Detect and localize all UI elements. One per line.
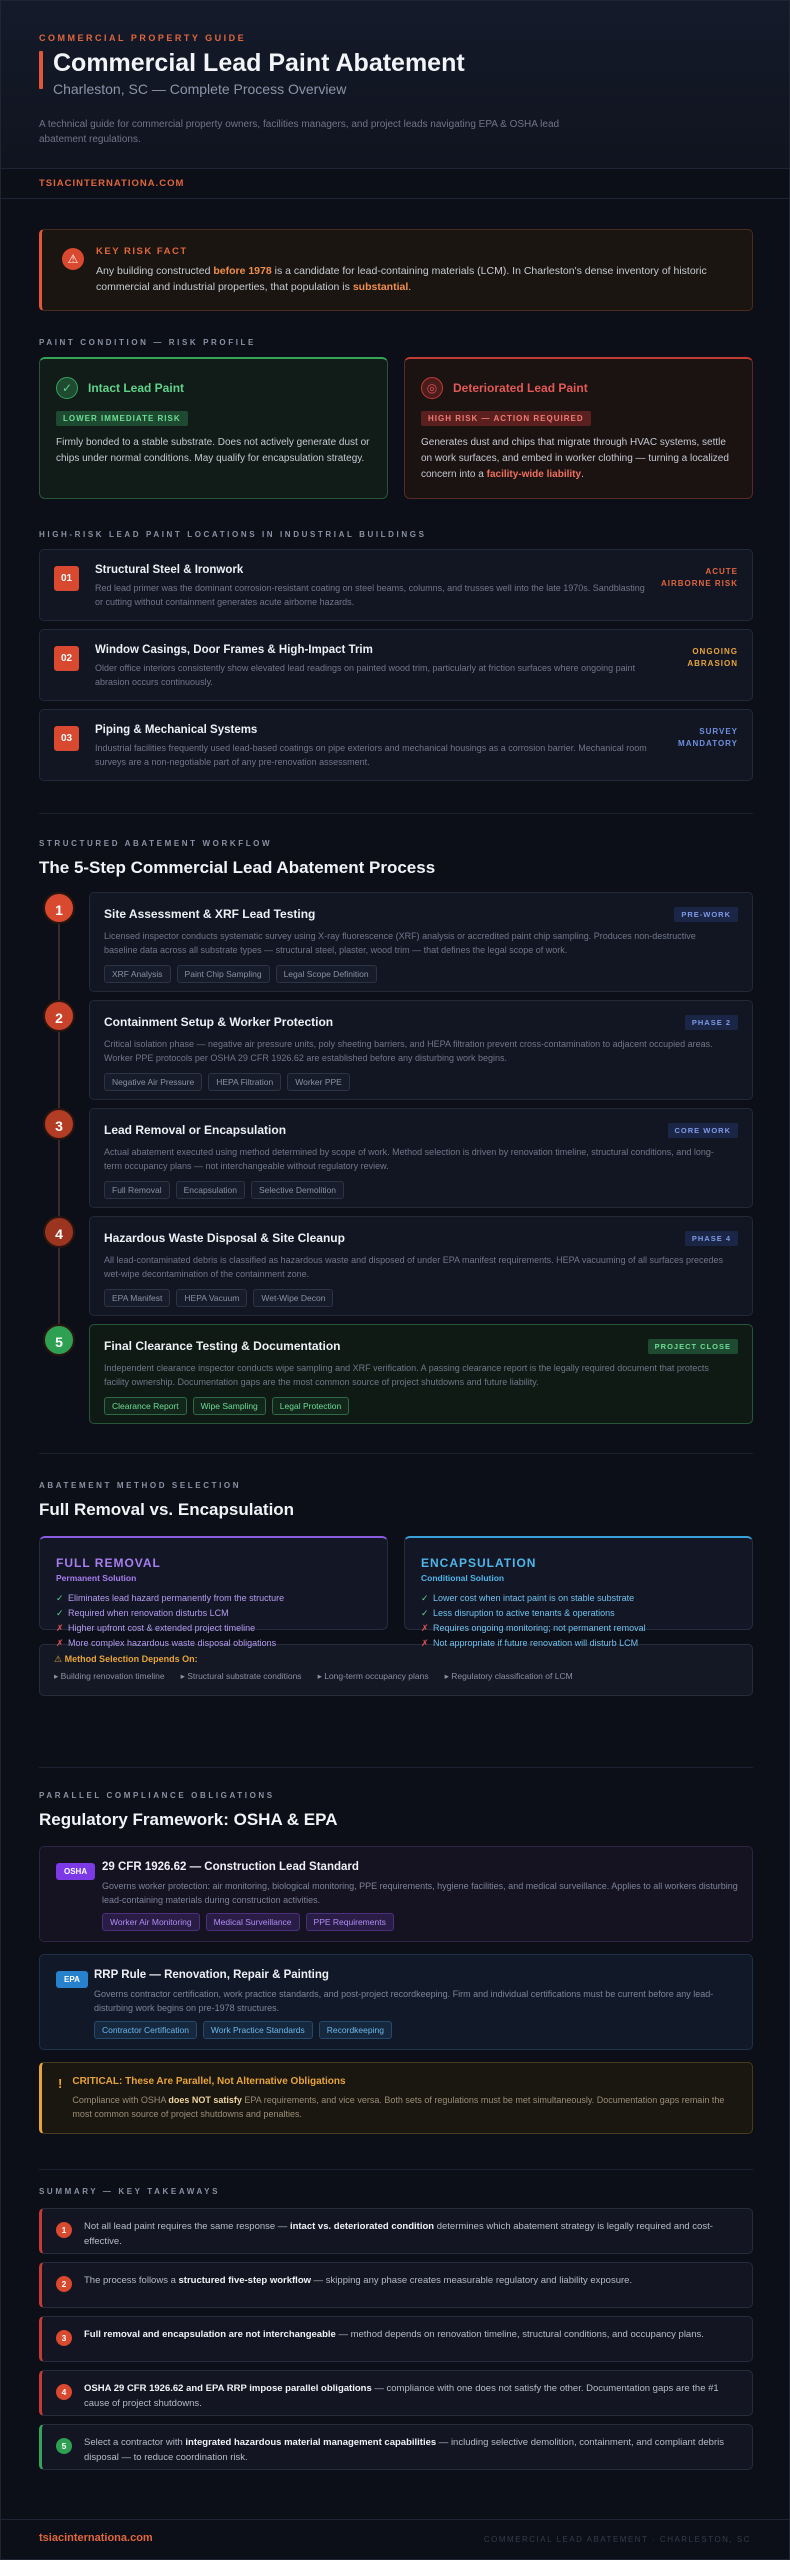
- method-list-item: ✗ Higher upfront cost & extended project timeline: [56, 1621, 371, 1636]
- takeaway-text: Full removal and encapsulation are not interchangeable — method depends on renovation timeline, structural conditions, and occupancy plans.: [84, 2329, 704, 2340]
- method-list-item: ✗ Not appropriate if future renovation will disturb LCM: [421, 1636, 736, 1651]
- workflow-step: [39, 892, 753, 992]
- step-chip: Paint Chip Sampling: [177, 965, 270, 983]
- epa-chip: Work Practice Standards: [203, 2021, 313, 2039]
- step-number: 1: [43, 892, 75, 924]
- step-card: [89, 892, 753, 992]
- step-chip: Selective Demolition: [251, 1181, 344, 1199]
- step-text: All lead-contaminated debris is classified as hazardous waste and disposed of under EPA manifest requirements. HEPA vacuuming of all surfaces precedes wet-wipe decontamination of the containment zone.: [104, 1255, 723, 1279]
- location-number: 02: [54, 646, 79, 671]
- step-text: Critical isolation phase — negative air pressure units, poly sheeting barriers, and HEPA filtration prevent cross-contamination to adjacent occupied areas. Worker PPE protocols per OSHA 29 CFR 1926.62 are established before any disturbing work begins.: [104, 1039, 713, 1063]
- step-chip: Legal Protection: [272, 1397, 349, 1415]
- step-text: Licensed inspector conducts systematic survey using X-ray fluorescence (XRF) analysis or accredited paint chip sampling. Produces non-destructive baseline data across all substrate types — structural steel, plaster, wood trim — that defines the legal scope of work.: [104, 931, 696, 955]
- methods-title: Full Removal vs. Encapsulation: [39, 1500, 295, 1519]
- osha-chip: PPE Requirements: [306, 1913, 394, 1931]
- check-icon: ✓: [421, 1608, 429, 1618]
- osha-chip: Medical Surveillance: [206, 1913, 300, 1931]
- critical-title: CRITICAL: These Are Parallel, Not Alternative Obligations: [72, 2076, 346, 2087]
- paint-condition-section: [39, 338, 753, 499]
- location-number: 03: [54, 726, 79, 751]
- location-text: Older office interiors consistently show elevated lead readings on painted wood trim, particularly at friction surfaces where ongoing paint abrasion occurs continuously.: [95, 663, 636, 687]
- takeaway-number: 4: [56, 2384, 72, 2400]
- location-tag: SURVEY MANDATORY: [678, 727, 738, 748]
- cross-icon: ✗: [56, 1623, 64, 1633]
- osha-title: 29 CFR 1926.62 — Construction Lead Standard: [102, 1861, 359, 1873]
- method-depends-box: [39, 1644, 753, 1696]
- epa-chip: Contractor Certification: [94, 2021, 197, 2039]
- step-chip: XRF Analysis: [104, 965, 171, 983]
- depends-title: ⚠ Method Selection Depends On:: [54, 1654, 198, 1664]
- section-label: PARALLEL COMPLIANCE OBLIGATIONS: [39, 1791, 275, 1800]
- section-label: SUMMARY — KEY TAKEAWAYS: [39, 2187, 221, 2196]
- alert-text: Any building constructed before 1978 is a candidate for lead-containing materials (LCM). In Charleston's dense inventory of historic commercial and industrial properties, that population is substantial.: [96, 265, 707, 293]
- step-card: [89, 1000, 753, 1100]
- step-title: Hazardous Waste Disposal & Site Cleanup: [104, 1231, 345, 1245]
- summary-section: [39, 2187, 753, 2478]
- methods-section: [39, 1481, 753, 1696]
- step-title: Site Assessment & XRF Lead Testing: [104, 907, 316, 921]
- deteriorated-title: Deteriorated Lead Paint: [453, 381, 588, 395]
- section-label: HIGH-RISK LEAD PAINT LOCATIONS IN INDUSTRIAL BUILDINGS: [39, 530, 427, 539]
- phase-badge: PHASE 4: [685, 1231, 738, 1246]
- phase-badge: PRE-WORK: [674, 907, 738, 922]
- phase-badge: PHASE 2: [685, 1015, 738, 1030]
- takeaway-item: [39, 2262, 753, 2308]
- divider: [39, 1453, 753, 1454]
- workflow-section: [39, 839, 753, 1432]
- step-title: Lead Removal or Encapsulation: [104, 1123, 287, 1137]
- epa-badge: EPA: [56, 1971, 88, 1988]
- full-removal-sub: Permanent Solution: [56, 1573, 137, 1583]
- step-chip: HEPA Vacuum: [176, 1289, 247, 1307]
- epa-card: [39, 1954, 753, 2050]
- takeaway-number: 1: [56, 2222, 72, 2238]
- workflow-step: [39, 1000, 753, 1100]
- locations-section: [39, 530, 753, 789]
- location-title: Piping & Mechanical Systems: [95, 724, 258, 736]
- location-tag: ACUTE AIRBORNE RISK: [660, 567, 738, 588]
- deteriorated-card: [404, 357, 753, 499]
- critical-text: Compliance with OSHA does NOT satisfy EPA requirements, and vice versa. Both sets of regulations must be met simultaneously. Documentation gaps remain the most common source of project shutdowns and penalties.: [72, 2095, 725, 2119]
- depends-item: ▸ Building renovation timeline: [54, 1671, 165, 1681]
- step-chip: Wipe Sampling: [193, 1397, 266, 1415]
- warning-icon: ⚠: [62, 248, 84, 270]
- section-label: PAINT CONDITION — RISK PROFILE: [39, 338, 256, 347]
- phase-badge: PROJECT CLOSE: [648, 1339, 738, 1354]
- workflow-step: [39, 1216, 753, 1316]
- page-title: Commercial Lead Paint Abatement: [53, 49, 465, 77]
- epa-title: RRP Rule — Renovation, Repair & Painting: [94, 1969, 329, 1981]
- epa-chip: Recordkeeping: [319, 2021, 392, 2039]
- step-card: [89, 1108, 753, 1208]
- site-link[interactable]: TSIACINTERNATIONA.COM: [1, 169, 789, 199]
- step-card: [89, 1216, 753, 1316]
- risk-badge: HIGH RISK — ACTION REQUIRED: [421, 411, 591, 426]
- divider: [39, 1767, 753, 1768]
- depends-item: ▸ Regulatory classification of LCM: [444, 1671, 573, 1681]
- workflow-step: [39, 1108, 753, 1208]
- step-number: 3: [43, 1108, 75, 1140]
- osha-badge: OSHA: [56, 1863, 95, 1880]
- workflow-title: The 5-Step Commercial Lead Abatement Process: [39, 858, 436, 877]
- critical-callout: [39, 2062, 753, 2134]
- location-tag: ONGOING ABRASION: [687, 647, 738, 668]
- step-chip: Full Removal: [104, 1181, 170, 1199]
- cross-icon: ✗: [56, 1638, 64, 1648]
- step-chip: Worker PPE: [287, 1073, 350, 1091]
- method-list-item: ✓ Less disruption to active tenants & operations: [421, 1606, 736, 1621]
- step-card: [89, 1324, 753, 1424]
- intact-card: [39, 357, 388, 499]
- check-icon: ✓: [421, 1593, 429, 1603]
- divider: [39, 2169, 753, 2170]
- encapsulation-title: ENCAPSULATION: [421, 1556, 537, 1570]
- regulatory-title: Regulatory Framework: OSHA & EPA: [39, 1810, 338, 1829]
- takeaway-number: 3: [56, 2330, 72, 2346]
- takeaway-item: [39, 2370, 753, 2416]
- location-item: [39, 629, 753, 701]
- step-chip: Wet-Wipe Decon: [253, 1289, 333, 1307]
- intact-text: Firmly bonded to a stable substrate. Does not actively generate dust or chips under normal conditions. May qualify for encapsulation strategy.: [56, 437, 370, 464]
- takeaway-number: 2: [56, 2276, 72, 2292]
- title-accent-bar: [39, 51, 43, 89]
- alert-title: KEY RISK FACT: [96, 246, 188, 257]
- step-chip: HEPA Filtration: [208, 1073, 281, 1091]
- encapsulation-card: [404, 1536, 753, 1648]
- hero-description: A technical guide for commercial property owners, facilities managers, and project leads navigating EPA & OSHA lead abatement regulations.: [39, 119, 560, 145]
- depends-item: ▸ Long-term occupancy plans: [317, 1671, 429, 1681]
- step-number: 2: [43, 1000, 75, 1032]
- step-title: Containment Setup & Worker Protection: [104, 1015, 334, 1029]
- section-label: ABATEMENT METHOD SELECTION: [39, 1481, 242, 1490]
- location-title: Window Casings, Door Frames & High-Impact Trim: [95, 644, 373, 656]
- location-text: Red lead primer was the dominant corrosion-resistant coating on steel beams, columns, and trusses well into the late 1970s. Sandblasting or cutting without containment generates acute airborne hazards.: [95, 583, 645, 607]
- check-icon: ✓: [56, 1608, 64, 1618]
- step-chip: Legal Scope Definition: [276, 965, 377, 983]
- section-label: STRUCTURED ABATEMENT WORKFLOW: [39, 839, 273, 848]
- osha-text: Governs worker protection: air monitoring, biological monitoring, PPE requirements, hygiene facilities, and medical surveillance. Applies to all workers disturbing lead-containing materials during construction activities.: [102, 1881, 738, 1905]
- key-risk-alert: [39, 229, 753, 311]
- step-title: Final Clearance Testing & Documentation: [104, 1339, 341, 1353]
- osha-chip: Worker Air Monitoring: [102, 1913, 200, 1931]
- epa-text: Governs contractor certification, work practice standards, and post-project recordkeeping. Firm and individual certifications must be current before any lead-disturbing work begins on pre-1978 structures.: [94, 1989, 714, 2013]
- exclamation-icon: !: [58, 2076, 63, 2091]
- takeaway-text: Not all lead paint requires the same response — intact vs. deteriorated condition determines which abatement strategy is legally required and cost-effective.: [84, 2221, 713, 2247]
- takeaway-text: The process follows a structured five-step workflow — skipping any phase creates measurable regulatory and liability exposure.: [84, 2275, 633, 2286]
- osha-card: [39, 1846, 753, 1942]
- step-chip: EPA Manifest: [104, 1289, 170, 1307]
- risk-badge: LOWER IMMEDIATE RISK: [56, 411, 188, 426]
- location-title: Structural Steel & Ironwork: [95, 564, 244, 576]
- step-chip: Encapsulation: [176, 1181, 245, 1199]
- step-text: Independent clearance inspector conducts wipe sampling and XRF verification. A passing clearance report is the legally required document that protects facility ownership. Documentation gaps are the most common source of project shutdowns and future liability.: [104, 1363, 709, 1387]
- takeaway-text: OSHA 29 CFR 1926.62 and EPA RRP impose parallel obligations — compliance with one does not satisfy the other. Documentation gaps are the #1 cause of project shutdowns.: [84, 2383, 719, 2409]
- step-chip: Negative Air Pressure: [104, 1073, 202, 1091]
- cross-icon: ✗: [421, 1623, 429, 1633]
- hero: [1, 1, 789, 169]
- encapsulation-sub: Conditional Solution: [421, 1573, 505, 1583]
- step-number: 5: [43, 1324, 75, 1356]
- takeaway-number: 5: [56, 2438, 72, 2454]
- method-list-item: ✗ More complex hazardous waste disposal obligations: [56, 1636, 371, 1651]
- method-list-item: ✗ Requires ongoing monitoring; not permanent removal: [421, 1621, 736, 1636]
- method-list-item: ✓ Lower cost when intact paint is on stable substrate: [421, 1591, 736, 1606]
- eyebrow: COMMERCIAL PROPERTY GUIDE: [39, 33, 247, 43]
- takeaway-item: [39, 2424, 753, 2470]
- check-icon: ✓: [56, 1593, 64, 1603]
- footer-site-link[interactable]: tsiacinternationa.com: [39, 2532, 153, 2544]
- target-icon: ◎: [421, 377, 443, 399]
- cross-icon: ✗: [421, 1638, 429, 1648]
- location-item: [39, 549, 753, 621]
- takeaway-item: [39, 2316, 753, 2362]
- regulatory-section: [39, 1791, 753, 2134]
- intact-title: Intact Lead Paint: [88, 381, 185, 395]
- takeaway-item: [39, 2208, 753, 2254]
- footer-tagline: COMMERCIAL LEAD ABATEMENT · CHARLESTON, SC: [483, 2535, 751, 2544]
- step-text: Actual abatement executed using method determined by scope of work. Method selection is driven by renovation timeline, structural conditions, and long-term occupancy plans — not interchangeable without regulatory review.: [104, 1147, 714, 1171]
- divider: [39, 813, 753, 814]
- deteriorated-text: Generates dust and chips that migrate through HVAC systems, settle on work surfaces, and embed in worker clothing — turning a localized concern into a facility-wide liability.: [421, 437, 729, 480]
- method-list-item: ✓ Required when renovation disturbs LCM: [56, 1606, 371, 1621]
- footer: [1, 2519, 789, 2559]
- workflow-step: [39, 1324, 753, 1424]
- check-icon: ✓: [56, 377, 78, 399]
- method-list-item: ✓ Eliminates lead hazard permanently from the structure: [56, 1591, 371, 1606]
- full-removal-title: FULL REMOVAL: [56, 1556, 161, 1570]
- location-item: [39, 709, 753, 781]
- location-number: 01: [54, 566, 79, 591]
- step-number: 4: [43, 1216, 75, 1248]
- full-removal-card: [39, 1536, 388, 1648]
- takeaway-text: Select a contractor with integrated hazardous material management capabilities — including selective demolition, containment, and compliant debris disposal — to reduce coordination risk.: [84, 2437, 724, 2463]
- location-text: Industrial facilities frequently used lead-based coatings on pipe exteriors and mechanical housings as a corrosion barrier. Mechanical room surveys are a non-negotiable part of any pre-renovation assessment.: [95, 743, 647, 767]
- phase-badge: CORE WORK: [668, 1123, 739, 1138]
- page-subtitle: Charleston, SC — Complete Process Overview: [53, 81, 347, 97]
- step-chip: Clearance Report: [104, 1397, 187, 1415]
- depends-item: ▸ Structural substrate conditions: [180, 1671, 302, 1681]
